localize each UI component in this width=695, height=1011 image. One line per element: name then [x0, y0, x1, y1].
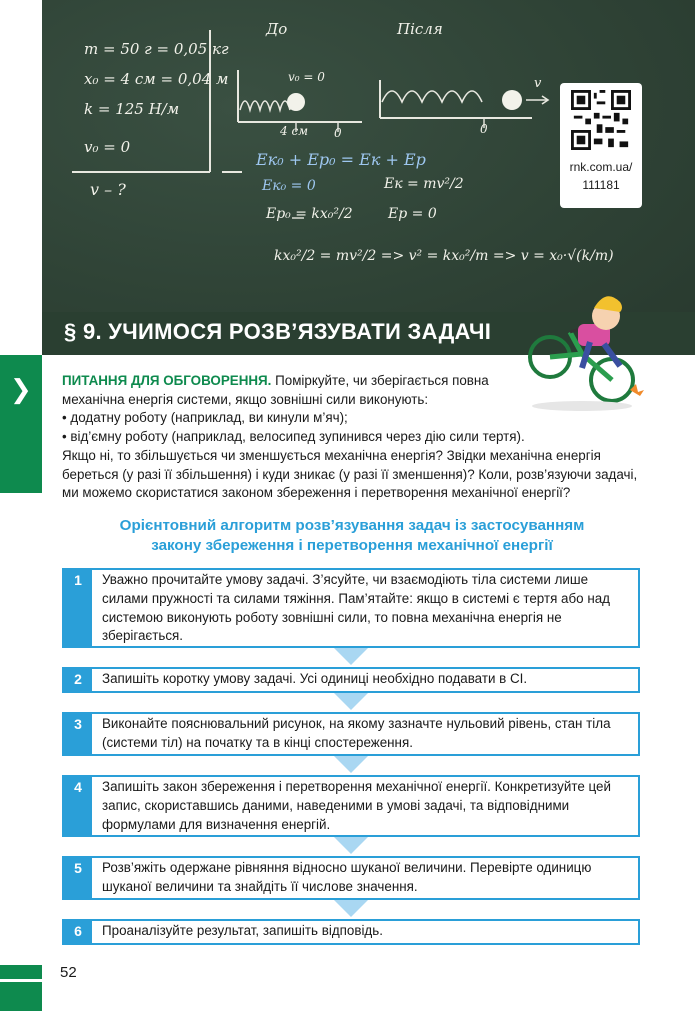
step-number: 4 — [64, 777, 92, 835]
discussion-block — [62, 372, 642, 503]
step-number: 3 — [64, 714, 92, 754]
step-number: 5 — [64, 858, 92, 898]
flow-arrow-icon — [334, 756, 368, 773]
step-text: Виконайте пояснювальний рисунок, на якому зазначте нульовий рівень, стан тіла (системи тіл) на початку та в кінці спостереження. — [102, 716, 611, 750]
solution-equation: kx₀²/2 = mv²/2 => v² = kx₀²/m => v = x₀·√(k/m) — [274, 248, 614, 264]
algorithm-step-4 — [62, 775, 640, 837]
step-text: Проаналізуйте результат, запишіть відповідь. — [102, 923, 383, 938]
ep-equation: Eр = 0 — [388, 206, 437, 222]
algorithm-step-3 — [62, 712, 640, 756]
before-displacement: 4 см — [280, 124, 309, 138]
section-title: § 9. УЧИМОСЯ РОЗВ’ЯЗУВАТИ ЗАДАЧІ — [64, 319, 492, 344]
unknown-v: v – ? — [90, 180, 126, 199]
ek0-equation: Eк₀ = 0 — [262, 178, 316, 194]
algorithm-step-2 — [62, 667, 640, 693]
step-text: Запишіть коротку умову задачі. Усі одиниці необхідно подавати в СІ. — [102, 671, 528, 686]
step-number: 1 — [64, 570, 92, 646]
energy-conservation-equation: Eк₀ + Eр₀ = Eк + Eр — [256, 150, 426, 169]
zero-level-before: 0 — [334, 126, 342, 140]
label-before: До — [266, 20, 288, 38]
flow-arrow-icon — [334, 837, 368, 854]
page-footer-green-block — [0, 982, 42, 1011]
discussion-paragraph: Якщо ні, то збільшується чи зменшується механічна енергія? Звідки механічна енергія береться (у разі її збільшення) і куди зникає (у разі її зменшення)? Коли, розв’язуючи задачі, ми можемо скористатися законом збереження і перетворення механічної енергії? — [62, 447, 638, 501]
algorithm-title-line1: Орієнтовний алгоритм розв’язування задач із застосуванням — [119, 517, 585, 534]
page-number: 52 — [60, 964, 77, 981]
given-v0: v₀ = 0 — [84, 138, 131, 156]
flow-arrow-icon — [334, 693, 368, 710]
step-text: Уважно прочитайте умову задачі. З’ясуйте, чи взаємодіють тіла системи лише силами пружності та силами тяжіння. Пам’ятайте: якщо в системі є тертя або над системою виконують роботу зовнішні сили, то повна механічна енергія не зберігається. — [102, 572, 610, 644]
step-text: Розв’яжіть одержане рівняння відносно шуканої величини. Перевірте одиницю шуканої величини та знайдіть її числове значення. — [102, 860, 592, 894]
qr-link-line1[interactable]: rnk.com.ua/ — [569, 160, 633, 174]
step-number: 2 — [64, 669, 92, 691]
label-after: Після — [397, 20, 443, 38]
qr-code-icon[interactable] — [571, 90, 631, 150]
qr-link-line2[interactable]: 111181 — [582, 178, 620, 192]
step-number: 6 — [64, 921, 92, 943]
qr-code-card[interactable] — [560, 83, 642, 208]
after-velocity: v — [534, 76, 542, 91]
ep0-equation: Eр₀ = kx₀²/2 — [266, 206, 353, 222]
algorithm-step-6 — [62, 919, 640, 945]
ek-equation: Eк = mv²/2 — [384, 176, 464, 192]
flow-arrow-icon — [334, 900, 368, 917]
given-mass: m = 50 г = 0,05 кг — [84, 40, 229, 58]
step-text: Запишіть закон збереження і перетворення механічної енергії. Конкретизуйте цей запис, скориставшись даними, наведеними в умові задачі, та відповідними формулами для визначення енергій. — [102, 779, 611, 832]
flow-arrow-icon — [334, 648, 368, 665]
algorithm-title — [62, 516, 642, 556]
discussion-line2: механічна енергія системи, якщо зовнішні сили виконують: — [62, 391, 429, 407]
algorithm-step-1 — [62, 568, 640, 648]
discussion-bullet-1: • додатну роботу (наприклад, ви кинули м’яч); — [62, 410, 348, 426]
discussion-bullet-2: • від’ємну роботу (наприклад, велосипед зупинився через дію сили тертя). — [62, 429, 525, 445]
chevron-right-icon: ❯ — [10, 375, 32, 405]
before-velocity: v₀ = 0 — [288, 70, 325, 84]
zero-level-after: 0 — [480, 122, 488, 136]
discussion-line1: Поміркуйте, чи зберігається повна — [271, 373, 489, 388]
algorithm-step-5 — [62, 856, 640, 900]
given-x0: x₀ = 4 см = 0,04 м — [84, 70, 229, 88]
algorithm-title-line2: закону збереження і перетворення механічної енергії — [151, 537, 553, 554]
given-k: k = 125 H/м — [84, 100, 180, 118]
discussion-lead: ПИТАННЯ ДЛЯ ОБГОВОРЕННЯ. — [62, 373, 272, 388]
page-footer-green-mark — [0, 965, 42, 979]
